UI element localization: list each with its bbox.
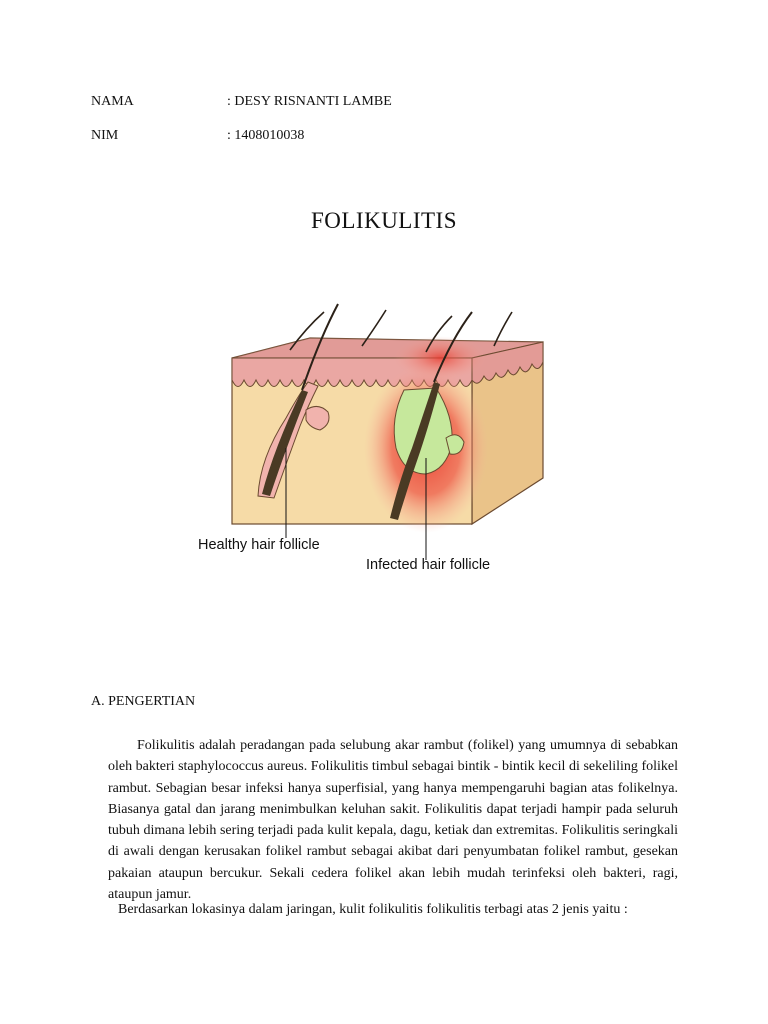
name-row — [91, 94, 392, 110]
paragraph-text: Folikulitis adalah peradangan pada selubung akar rambut (folikel) yang umumnya di sebabkan oleh bakteri staphylococcus aureus. Folikulitis timbul sebagai bintik - bintik kecil di sekeliling folikel rambut. Sebagian besar infeksi hanya superfisial, yang hanya mempengaruhi bagian atas folikelnya. Biasanya gatal dan jarang menimbulkan keluhan sakit. Folikulitis dapat terjadi hampir pada seluruh tubuh dimana lebih sering terjadi pada kulit kepala, dagu, ketiak dan extremitas. Folikulitis seringkali di awali dengan kerusakan folikel rambut sebagai akibat dari penyumbatan folikel rambut, gesekan pakaian ataupun bercukur. Sekali cedera folikel akan lebih mudah terinfeksi oleh bakteri, ragi, ataupun jamur. — [108, 738, 678, 903]
healthy-follicle-label: Healthy hair follicle — [198, 537, 320, 553]
classification-intro-line: Berdasarkan lokasinya dalam jaringan, kulit folikulitis folikulitis terbagi atas 2 jenis yaitu : — [118, 902, 628, 917]
section-heading: A. PENGERTIAN — [91, 694, 196, 709]
nim-label: NIM — [91, 128, 119, 143]
skin-follicle-illustration — [190, 298, 550, 582]
nim-value: : 1408010038 — [227, 128, 305, 143]
nim-row — [91, 128, 304, 144]
name-label: NAMA — [91, 94, 134, 109]
document-title: FOLIKULITIS — [310, 208, 458, 233]
definition-paragraph — [108, 735, 678, 905]
infected-follicle-label: Infected hair follicle — [366, 557, 491, 573]
name-value: : DESY RISNANTI LAMBE — [227, 94, 392, 109]
